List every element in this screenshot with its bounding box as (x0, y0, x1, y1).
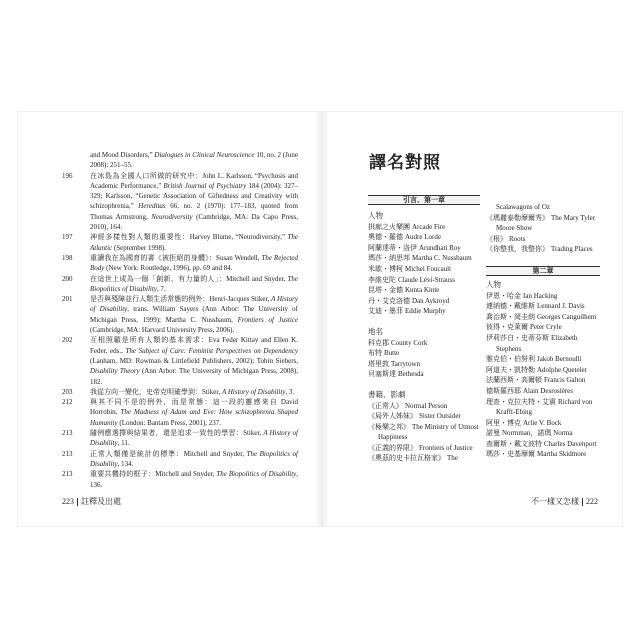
note-segment: 重讀我在為國育的書《被拒絕的身體》：Susan Wendell, (90, 253, 262, 262)
entry-original-name: Tarrytown (391, 359, 421, 368)
note-segment: 184 (2004): 327–329; Karlsson, “Genetic Association of Giftedness and Creativity with schizophrenia,” (90, 181, 298, 211)
entry-chinese-name: 《正義的界限》 (368, 443, 417, 452)
entry-original-name: Bethesda (398, 370, 424, 379)
glossary-entry (368, 296, 480, 307)
entry-chinese-name: 拱廊之火樂團 (368, 222, 410, 231)
entry-chinese-name: 阿道夫・凱特勒 (486, 365, 535, 374)
cited-title: A History of Disability (90, 429, 298, 448)
cited-title: Dialogues in Clinical Neuroscience (154, 151, 255, 159)
endnote (62, 449, 298, 470)
endnote-page-number: 212 (62, 398, 73, 407)
entry-original-name: Martha C. Nussbaum (412, 254, 472, 263)
note-segment: 在這世上成為一個「創新、有力量的人」：Mitchell and Snyder, (90, 274, 288, 283)
entry-original-name: Adolphe Quetelet (537, 365, 587, 374)
glossary-entry (368, 306, 480, 317)
entry-original-name: Peter Cryle (530, 323, 562, 332)
footer-separator (582, 498, 583, 506)
endnote-text (90, 233, 298, 251)
glossary-entry (368, 411, 480, 422)
entry-original-name: Arlie V. Bock (523, 418, 562, 427)
glossary-entry (486, 234, 600, 245)
note-segment: , 136. (90, 470, 299, 489)
glossary-group (368, 390, 480, 464)
endnote-continuation (62, 150, 298, 171)
endnote-page-number: 201 (62, 295, 73, 304)
endnote-text (90, 336, 298, 385)
entry-chinese-name: 科克郡 (368, 338, 389, 347)
note-segment: (New York: Routledge, 1996), pp. 69 and 84. (104, 264, 233, 273)
entry-original-name: Claude Lévi-Strauss (398, 275, 455, 284)
glossary-entry (486, 244, 600, 255)
note-segment: 10, no. 2 (June 2008): 251–55. (90, 151, 298, 170)
glossary-entry (486, 439, 600, 450)
entry-original-name: Scalawagons of Oz (496, 203, 551, 211)
endnote (62, 335, 298, 386)
entry-chinese-name: 《極樂之邦》 (368, 422, 410, 431)
glossary-entry (486, 213, 600, 234)
note-segment: 是否與殘障並行人類生活常態的例外：Henri-Jacques Stiker, (90, 295, 272, 304)
entry-chinese-name: 理查・克拉夫特・艾賓 (486, 397, 556, 406)
glossary-entry (368, 453, 480, 464)
entry-original-name: Eddie Murphy (405, 307, 446, 316)
note-segment: , trans. William Sayers (Ann Arbor: The University of Michigan Press, 1999); Martha C. Nussbaum, (90, 305, 298, 324)
cited-title: Frontiers of Justice (237, 315, 298, 324)
glossary-entry (486, 312, 600, 323)
glossary-group-heading: 人物 (368, 211, 383, 220)
endnote-page-number: 202 (62, 336, 73, 345)
endnote-page-number: 213 (62, 449, 73, 458)
entry-original-name: Jakob Bernoulli (537, 355, 582, 364)
glossary-entry (486, 202, 600, 213)
endnote (62, 253, 298, 274)
note-segment: 互相照顧是所有人類的基本需求：Eva Feder Kittay and Ellen K. Feder, eds., (90, 336, 298, 355)
glossary-entry (486, 354, 600, 365)
glossary-entry (368, 275, 480, 286)
entry-original-name: Alain Desrosières (523, 386, 573, 395)
endnote-page-number: 200 (62, 274, 73, 283)
entry-chinese-name: 《奧茲的史卡拉瓦格家》 (368, 454, 445, 463)
glossary-entry (368, 264, 480, 275)
endnote-page-number: 198 (62, 253, 73, 262)
entry-chinese-name: 法蘭西斯・高爾頓 (486, 376, 542, 385)
note-segment: (Cambridge, MA: Da Capo Press, 2010), 164. (90, 212, 298, 232)
note-segment: 與其不同不是的例外，而是常態：這一段的靈感來自 David Horrobin, (90, 398, 298, 417)
glossary-group-heading: 書籍、影劇 (368, 389, 406, 399)
endnote-text (90, 429, 298, 447)
entry-original-name: Dan Aykroyd (412, 296, 450, 305)
note-segment: 在冰島為全國人口所做的研究中：John L. Karlsson, “Psychosis and Academic Performance,” (90, 171, 298, 190)
entry-original-name: Butte (384, 349, 400, 358)
entry-chinese-name: 彼得・克萊爾 (486, 323, 528, 332)
entry-original-name: Normal Person (405, 401, 448, 410)
cited-title: The Atlantic (90, 233, 298, 252)
entry-chinese-name: 貝塞斯達 (368, 370, 396, 379)
entry-chinese-name: 塔里敦 (368, 359, 389, 368)
entry-original-name: The Mary Tyler Moore Show (496, 213, 596, 233)
entry-original-name: Richard von Krafft-Ebing (496, 397, 593, 417)
chapter-heading-bar: 第二章 (486, 266, 600, 276)
footer-separator (77, 498, 78, 506)
endnote (62, 397, 298, 428)
entry-chinese-name: 查爾斯・戴文波特 (486, 439, 542, 448)
glossary-group (368, 327, 480, 380)
endnote-text (90, 275, 298, 293)
entry-original-name: County Cork (391, 338, 428, 347)
note-segment: 隨例應選擇與結果者，還是追求一致性的學習：Stiker, (90, 429, 264, 438)
cited-title: The Subject of Care: Feminist Perspectives on Dependency (125, 346, 298, 355)
cited-title: Neurodiversity (151, 212, 193, 221)
cited-title: The Madness of Adam and Eve: How schizophrenia Shaped Humanity (90, 408, 298, 427)
entry-original-name: Lennard J. Davis (537, 302, 585, 311)
glossary-entry (486, 301, 600, 312)
note-segment: 重要共機持的框子：Mitchell and Snyder, (90, 470, 217, 479)
entry-original-name: Martha Skidmore (537, 450, 587, 459)
glossary-entry (486, 365, 600, 376)
chapter-heading-bar: 引言、第一章 (368, 195, 480, 205)
entry-original-name: The (447, 454, 458, 463)
entry-original-name: Kunta Kinte (405, 286, 440, 295)
entry-chinese-name: 喬治斯・岡圭朗 (486, 312, 535, 321)
glossary-entry (486, 418, 600, 429)
note-segment: (Lanham, MD: Rowman & Littlefield Publishers, 2002); Tobin Siebers, (90, 356, 298, 365)
cited-title: The Biopolitics of Disability (90, 449, 298, 468)
entry-original-name: Elizabeth Stephens (496, 333, 578, 353)
endnote-page-number: 213 (62, 429, 73, 438)
glossary-entry (486, 333, 600, 354)
endnote (62, 294, 298, 335)
left-page-footer (62, 497, 121, 507)
entry-original-name: Ian Hacking (523, 291, 558, 300)
note-segment: (Cambridge, MA: Harvard University Press, 2006). (90, 326, 235, 335)
left-running-head: 註釋及出處 (81, 497, 121, 506)
entry-chinese-name: 伊莉莎白・史蒂芬斯 (486, 333, 549, 342)
entry-chinese-name: 瑪莎・史基摩爾 (486, 450, 535, 459)
entry-chinese-name: 《局外人姊妹》 (368, 412, 417, 421)
glossary-group (486, 202, 600, 255)
glossary-entry (368, 285, 480, 296)
glossary-group (368, 211, 480, 317)
notes-list (62, 150, 298, 490)
endnote (62, 387, 298, 397)
note-segment: (September 1998). (112, 243, 167, 252)
note-segment: (London: Bantam Press, 2001), 237. (117, 418, 222, 427)
note-segment: 正常人類僅是統計的標準：Mitchell and Snyder, (90, 449, 247, 458)
entry-original-name: Arcade Fire (412, 222, 446, 231)
glossary-entry (486, 322, 600, 333)
endnote-text (90, 172, 298, 231)
endnote (62, 428, 298, 449)
endnote (62, 232, 298, 253)
entry-original-name: Francis Galton (544, 376, 586, 385)
endnote-continuation-text (90, 151, 298, 169)
entry-original-name: Roots (509, 234, 526, 243)
glossary-entry (368, 443, 480, 454)
entry-original-name: Charles Davenport (544, 439, 597, 448)
glossary-title: 譯名對照 (369, 153, 441, 172)
cited-title: The Biopolitics of Disability (216, 470, 297, 479)
note-segment: , 11. (117, 439, 130, 448)
endnote-page-number: 197 (62, 233, 73, 242)
glossary-entry (368, 232, 480, 243)
entry-chinese-name: 阿里・博克 (486, 418, 521, 427)
entry-chinese-name: 丹・艾克洛德 (368, 296, 410, 305)
cited-title: A History of Disability (90, 295, 298, 314)
glossary-entry (486, 291, 600, 302)
entry-chinese-name: 奧德・羅德 (368, 233, 403, 242)
glossary-entry (368, 401, 480, 412)
glossary-entry (486, 428, 600, 439)
glossary-entry (486, 386, 600, 397)
entry-chinese-name: 昆塔・金德 (368, 286, 403, 295)
entry-original-name: Frontiers of Justice (419, 443, 473, 452)
entry-original-name: Sister Outsider (419, 412, 461, 421)
note-segment: 66, no. 2 (1970): 177–183, quoted from Thomas Armstrong, (90, 202, 298, 221)
endnote (62, 469, 298, 490)
glossary-entry (368, 338, 480, 349)
endnote-text (90, 295, 298, 334)
endnote-page-number: 213 (62, 470, 73, 479)
glossary-entry (368, 253, 480, 264)
entry-original-name: Trading Places (551, 245, 593, 254)
entry-chinese-name: 艾迪・墨菲 (368, 307, 403, 316)
cited-title: A History of Disability (221, 387, 286, 396)
entry-chinese-name: 米歇・傅柯 (368, 264, 403, 273)
book-gutter (314, 112, 330, 526)
note-segment: (Ann Arbor: The University of Michigan Press, 2008), 182. (90, 367, 298, 386)
left-page-number: 223 (62, 497, 74, 506)
entry-chinese-name: 瑪莎・納思邦 (368, 254, 410, 263)
right-running-head: 不一樣又怎樣 (531, 497, 579, 506)
glossary-group-heading: 地名 (368, 326, 383, 336)
entry-chinese-name: 伊恩・哈金 (486, 291, 521, 300)
glossary-entry (368, 348, 480, 359)
cited-title: Disability Theory (90, 367, 140, 376)
glossary-entry (368, 359, 480, 370)
entry-chinese-name: 《根》 (486, 234, 507, 243)
endnote-page-number: 203 (62, 387, 73, 396)
entry-original-name: Georges Canguilhem (537, 312, 597, 321)
cited-title: The Rejected Body (90, 253, 299, 273)
entry-chinese-name: 《瑪麗泰勒摩爾秀》 (486, 213, 549, 222)
glossary-entry (368, 243, 480, 254)
entry-chinese-name: 李維史陀 (368, 275, 396, 284)
right-page-number: 222 (586, 497, 598, 506)
glossary-group (486, 280, 600, 460)
glossary-entry (368, 422, 480, 443)
glossary-entry (486, 397, 600, 418)
entry-chinese-name: 《正常人》 (368, 401, 403, 410)
note-segment: 神經多樣性對人類的重要性：Harvey Blume, “Neurodiversity,” (90, 233, 288, 242)
endnote-text (90, 388, 294, 396)
entry-chinese-name: 雅克伯・伯努利 (486, 355, 535, 364)
entry-chinese-name: 《你整我，我整你》 (486, 245, 549, 254)
entry-chinese-name: 連納德・戴維斯 (486, 302, 535, 311)
glossary-entry (486, 375, 600, 386)
entry-chinese-name: 諾曼 (486, 429, 500, 438)
note-segment: , 3. (285, 387, 295, 396)
note-segment: , 7. (156, 284, 166, 293)
endnote-text (90, 254, 298, 272)
note-segment: and Mood Disorders,” (90, 151, 155, 159)
entry-chinese-name: 阿蘭達蒂・洛伊 (368, 243, 417, 252)
cited-title: Hereditas (138, 202, 166, 211)
glossary-group-heading: 人物 (486, 279, 501, 289)
note-segment: , 134. (117, 459, 134, 468)
note-segment: 我從方向一變化，史帝克明確學到：Stiker, (90, 387, 222, 396)
right-page-footer (531, 497, 598, 507)
glossary-entry (486, 449, 600, 460)
endnote-text (90, 398, 298, 427)
glossary-entry (368, 222, 480, 233)
glossary-column-1 (368, 195, 480, 474)
cited-title: British Journal of Psychiatry (163, 181, 247, 190)
endnote-text (90, 470, 298, 488)
entry-original-name: Michel Foucault (405, 264, 452, 273)
entry-original-name: Audre Lorde (405, 233, 441, 242)
endnote-page-number: 196 (62, 171, 73, 180)
entry-chinese-name: 德斯羅西耶 (486, 386, 521, 395)
entry-original-name: Arundhati Roy (419, 243, 461, 252)
entry-original-name: Normman，諾瑪 Norma (502, 429, 573, 438)
cited-title: The Biopolitics of Disability (90, 274, 298, 293)
glossary-entry (368, 369, 480, 380)
glossary-column-2 (486, 202, 600, 470)
entry-original-name: The Ministry of Utmost Happiness (378, 422, 479, 442)
endnote (62, 274, 298, 295)
endnote (62, 171, 298, 233)
endnote-text (90, 450, 298, 468)
entry-chinese-name: 布特 (368, 349, 382, 358)
